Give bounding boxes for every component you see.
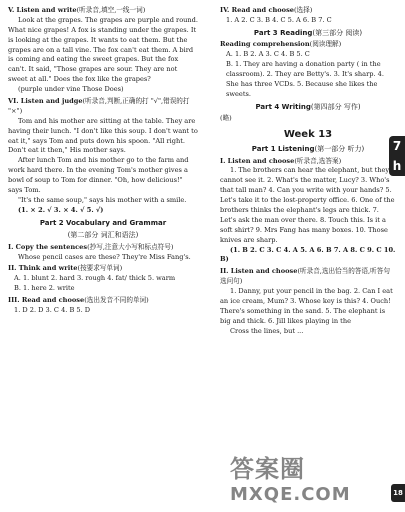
section-6-heading: VI. Listen and judge(听录音,判断,正确的打 "√",错误的打 "×")	[8, 97, 190, 115]
section-3-answers: 1. D 2. D 3. C 4. B 5. D	[14, 306, 91, 315]
reading-answers-a: A. 1. B 2. A 3. C 4. B 5. C	[226, 50, 310, 59]
left-column	[8, 4, 198, 316]
week-section-1-heading: I. Listen and choose(听录音,选答案)	[220, 156, 342, 165]
section-5-passage: Look at the grapes. The grapes are purple and round. What nice grapes! A fox is standing under the grapes. It is looking at the grapes. It wants to eat them. But the grapes are on a tall vine. The fox can't eat them. A bird is coming and eating the sweet grapes. But the fox can't. It said, "Those grapes are sour. They are not sweet at all." Does the fox like the grapes?	[8, 15, 198, 84]
reading-answers-b: B. 1. They are having a donation party ( in the classroom). 2. They are Betty's. 3. It's sharp. 4. She has three VCDs. 5. Because she likes the sweets.	[226, 60, 384, 98]
watermark-text-2: MXQE.COM	[230, 484, 351, 505]
watermark-logo	[230, 456, 390, 512]
section-4-answers: 1. A 2. C 3. B 4. C 5. A 6. B 7. C	[226, 15, 332, 24]
section-6-paragraph-2: After lunch Tom and his mother go to the farm and work hard there. In the evening Tom's mother gives a bowl of soup to Tom for dinner. "Oh, how delicious!" says Tom.	[8, 156, 189, 195]
part-2-title: Part 2 Vocabulary and Grammar	[39, 218, 167, 227]
part-4-answer: (略)	[220, 114, 232, 123]
section-2-answers-a: A. 1. blunt 2. hard 3. rough 4. fat/ thick 5. warm	[14, 274, 176, 283]
week-section-2-text: 1. Danny, put your pencil in the bag. 2. Can I eat an ice cream, Mum? 3. Whose key is this? 4. Ouch! There's something in the sand. 5. The elephant is big and thick. 6. Jill likes playing in the	[220, 287, 393, 325]
section-6-paragraph-3: "It's the same soup," says his mother with a smile.	[18, 195, 187, 204]
section-1-answer: Whose pencil cases are these? They're Miss Fang's.	[18, 252, 191, 261]
chapter-tab: 7 h	[389, 136, 405, 176]
week-section-2-heading: II. Listen and choose(听录音,选出恰当的答语,听答句选问句)	[220, 267, 390, 286]
section-2-heading: II. Think and write(按要求写单词)	[8, 264, 123, 273]
section-5-heading: V. Listen and write(听录音,填空,一线一词)	[8, 6, 146, 14]
reading-comprehension-heading: Reading comprehension(阅读理解)	[220, 40, 342, 49]
week-section-2-tail: Cross the lines, but ...	[230, 326, 304, 335]
week-section-1-answers: (1. B 2. C 3. C 4. A 5. A 6. B 7. A 8. C 9. C 10. B)	[220, 245, 396, 264]
part-3-title: Part 3 Reading(第三部分 阅读)	[253, 28, 363, 37]
section-2-answers-b: B. 1. here 2. write	[14, 284, 75, 293]
section-6-paragraph-1: Tom and his mother are sitting at the table. They are having their lunch. "I don't like this soup. I don't want to eat it," says Tom and puts down his spoon. "All right. Don't eat it then," His mother says.	[8, 116, 198, 155]
part-2-subtitle: (第二部分 词汇和语法)	[67, 231, 139, 240]
section-5-answer: (purple under vine Those Does)	[18, 85, 124, 94]
week-section-1-text: 1. The brothers can hear the elephant, but they cannot see it. 2. What's the matter, Lucy? 3. Who's that tall man? 4. Can you write with your hands? 5. Let's take it to the lost-property office. 6. One of the brothers thinks the elephant's legs are thick. 7. Let's ask the man over there. 8. Touch this. Is it a soft shirt? 9. Mrs Fang has many boxes. 10. Those knives are sharp.	[220, 166, 395, 244]
section-4-heading: IV. Read and choose(选择)	[220, 6, 313, 14]
page-number: 18	[391, 484, 405, 502]
section-3-heading: III. Read and choose(选出发音不同的单词)	[8, 296, 149, 305]
section-6-answers: (1. × 2. √ 3. × 4. √ 5. √)	[18, 205, 104, 214]
part-4-title: Part 4 Writing(第四部分 写作)	[255, 102, 361, 111]
section-1-heading: I. Copy the sentences(抄写,注意大小写和标点符号)	[8, 242, 174, 251]
right-column	[220, 4, 396, 337]
week-title: Week 13	[283, 129, 333, 141]
watermark-text-1: 答案圈	[230, 455, 305, 483]
week-part-1-title: Part 1 Listening(第一部分 听力)	[251, 145, 365, 154]
